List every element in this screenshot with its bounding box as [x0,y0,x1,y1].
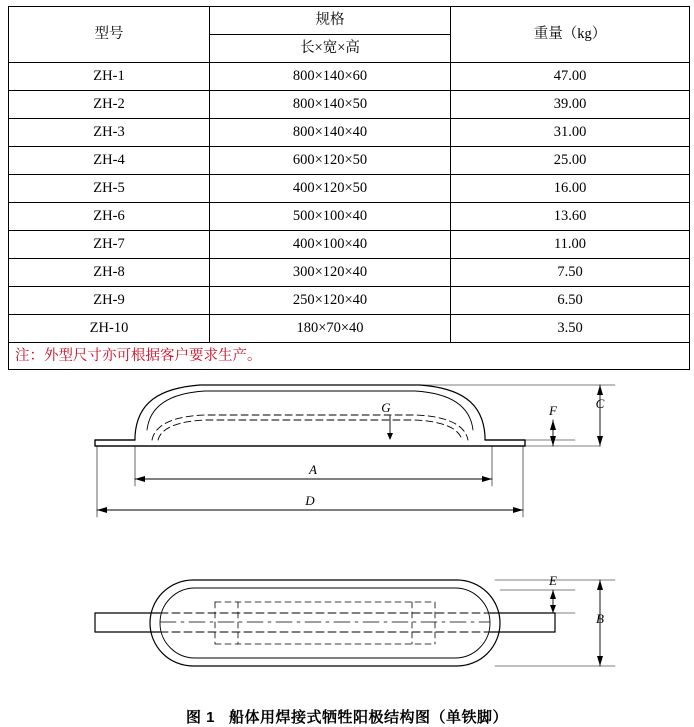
dim-e-arrow-bottom [550,605,556,613]
cell-model: ZH-1 [9,63,210,91]
cell-weight: 11.00 [451,231,690,259]
cell-model: ZH-10 [9,315,210,343]
cell-weight: 3.50 [451,315,690,343]
dim-d-arrow-right [513,507,523,513]
anode-body-inner-line [147,391,473,430]
plan-body-inner [160,588,490,658]
table-header [9,7,690,63]
anode-structure-figure [0,374,694,726]
cell-spec: 600×120×50 [210,147,451,175]
table-row [9,203,690,231]
dim-f-arrow-bottom [550,436,556,446]
cell-spec: 800×140×40 [210,119,451,147]
table-row [9,63,690,91]
table-row [9,231,690,259]
table-row [9,315,690,343]
label-c: C [595,396,605,411]
cell-spec: 800×140×50 [210,91,451,119]
dim-a-arrow-right [482,476,492,482]
cell-model: ZH-3 [9,119,210,147]
label-b: B [596,611,604,626]
cell-spec: 250×120×40 [210,287,451,315]
table-note: 注：外型尺寸亦可根据客户要求生产。 [9,343,690,370]
table-header-row [9,7,690,35]
column-header-spec-sub: 长×宽×高 [210,35,451,63]
cell-model: ZH-6 [9,203,210,231]
cell-spec: 500×100×40 [210,203,451,231]
table-body [9,63,690,370]
plan-body-outline [150,580,500,666]
table-row [9,259,690,287]
steel-core-dashed [152,415,468,440]
dim-c-arrow-top [597,385,603,395]
cell-weight: 31.00 [451,119,690,147]
cell-model: ZH-2 [9,91,210,119]
dim-a-arrow-left [135,476,145,482]
cell-model: ZH-8 [9,259,210,287]
label-f: F [549,403,557,418]
table-row [9,119,690,147]
dim-c-arrow-bottom [597,436,603,446]
table-row [9,91,690,119]
dim-d-arrow-left [97,507,107,513]
cell-spec: 400×120×50 [210,175,451,203]
cell-model: ZH-5 [9,175,210,203]
table-note-row [9,343,690,370]
cell-model: ZH-4 [9,147,210,175]
cell-model: ZH-9 [9,287,210,315]
figure-caption [0,706,694,727]
cell-spec: 300×120×40 [210,259,451,287]
column-header-spec: 规格 [210,7,451,35]
cell-weight: 47.00 [451,63,690,91]
dim-f-arrow-top [550,420,556,430]
figure-caption-text: 船体用焊接式牺牲阳极结构图（单铁脚） [229,709,509,726]
g-arrow [387,433,393,440]
table-row [9,287,690,315]
cell-weight: 7.50 [451,259,690,287]
cell-weight: 13.60 [451,203,690,231]
cell-spec: 180×70×40 [210,315,451,343]
table-row [9,147,690,175]
label-g: G [381,400,391,415]
cell-spec: 800×140×60 [210,63,451,91]
cell-model: ZH-7 [9,231,210,259]
dim-e-arrow-top [550,590,556,599]
column-header-model: 型号 [9,7,210,63]
cell-weight: 16.00 [451,175,690,203]
cell-spec: 400×100×40 [210,231,451,259]
cell-weight: 6.50 [451,287,690,315]
dim-b-arrow-bottom [597,656,603,666]
column-header-weight: 重量（kg） [451,7,690,63]
label-a: A [309,462,317,477]
figure-drawing [0,374,694,704]
cell-weight: 25.00 [451,147,690,175]
dim-b-arrow-top [597,580,603,590]
specification-table [8,6,690,370]
steel-core-dashed-2 [158,420,462,440]
label-e: E [549,573,557,588]
document-page [0,6,694,726]
table-row [9,175,690,203]
figure-caption-number: 图 1 [185,709,215,726]
cell-weight: 39.00 [451,91,690,119]
label-d: D [305,493,315,508]
